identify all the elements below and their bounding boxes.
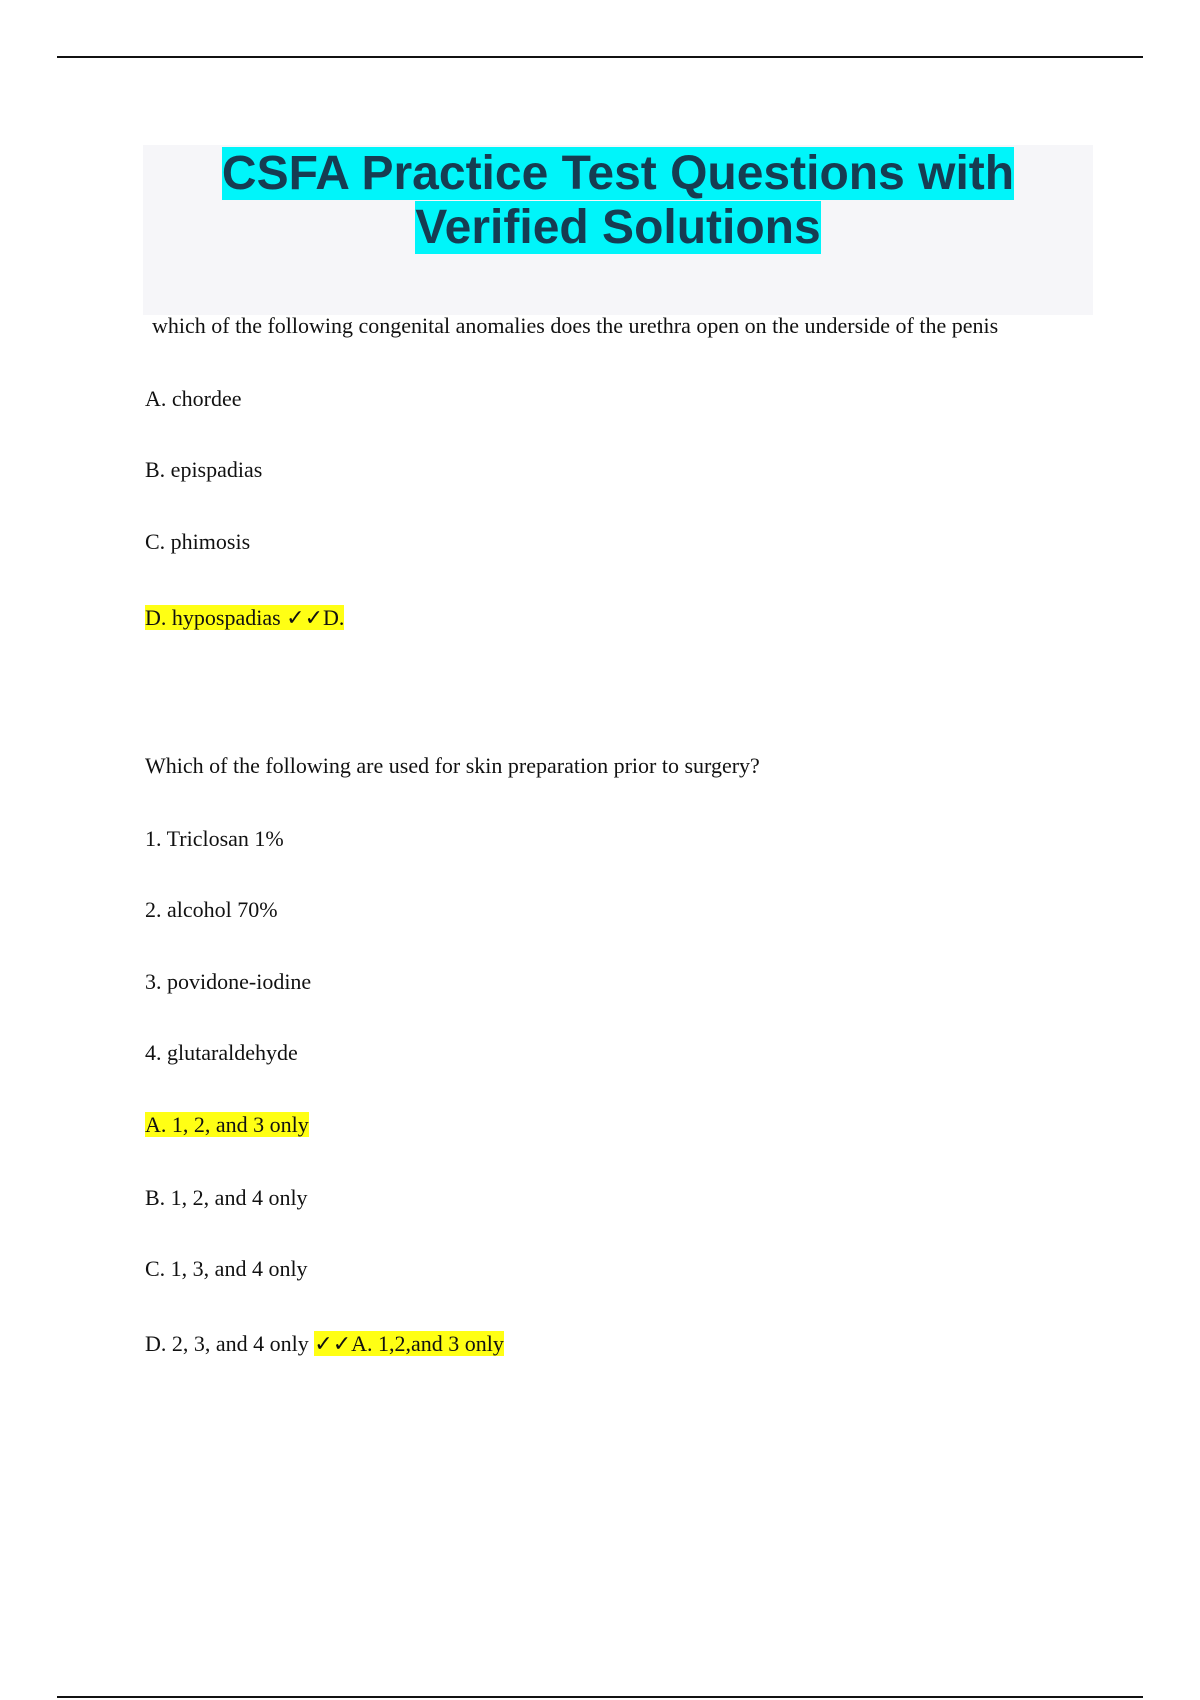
question-2-option-a-row	[145, 1111, 309, 1139]
question-1-option-d-row	[145, 604, 344, 632]
question-2-option-d-row	[145, 1330, 504, 1358]
question-1-option-d-answer: D. hypospadias ✓✓D.	[145, 605, 345, 630]
document-title: CSFA Practice Test Questions with Verified Solutions	[221, 147, 1015, 254]
question-1-option-a: A. chordee	[145, 386, 242, 411]
question-1-option-c: C. phimosis	[145, 529, 251, 554]
question-2-item-4: 4. glutaraldehyde	[145, 1040, 298, 1065]
question-2-option-c: C. 1, 3, and 4 only	[145, 1256, 308, 1281]
bottom-rule	[57, 1696, 1143, 1698]
question-2-prompt: Which of the following are used for skin preparation prior to surgery?	[145, 753, 760, 778]
top-rule	[57, 56, 1143, 58]
question-2-option-a: A. 1, 2, and 3 only	[145, 1112, 309, 1137]
question-2-item-1: 1. Triclosan 1%	[145, 826, 284, 851]
question-1-option-b: B. epispadias	[145, 457, 263, 482]
question-2-option-b: B. 1, 2, and 4 only	[145, 1185, 308, 1210]
title-banner	[143, 145, 1093, 315]
question-2-answer: ✓✓A. 1,2,and 3 only	[314, 1331, 504, 1356]
question-2-option-d: D. 2, 3, and 4 only	[145, 1331, 315, 1356]
question-1-prompt: which of the following congenital anomalies does the urethra open on the underside of the penis	[152, 313, 999, 338]
question-2-item-3: 3. povidone-iodine	[145, 969, 312, 994]
question-2-item-2: 2. alcohol 70%	[145, 897, 278, 922]
